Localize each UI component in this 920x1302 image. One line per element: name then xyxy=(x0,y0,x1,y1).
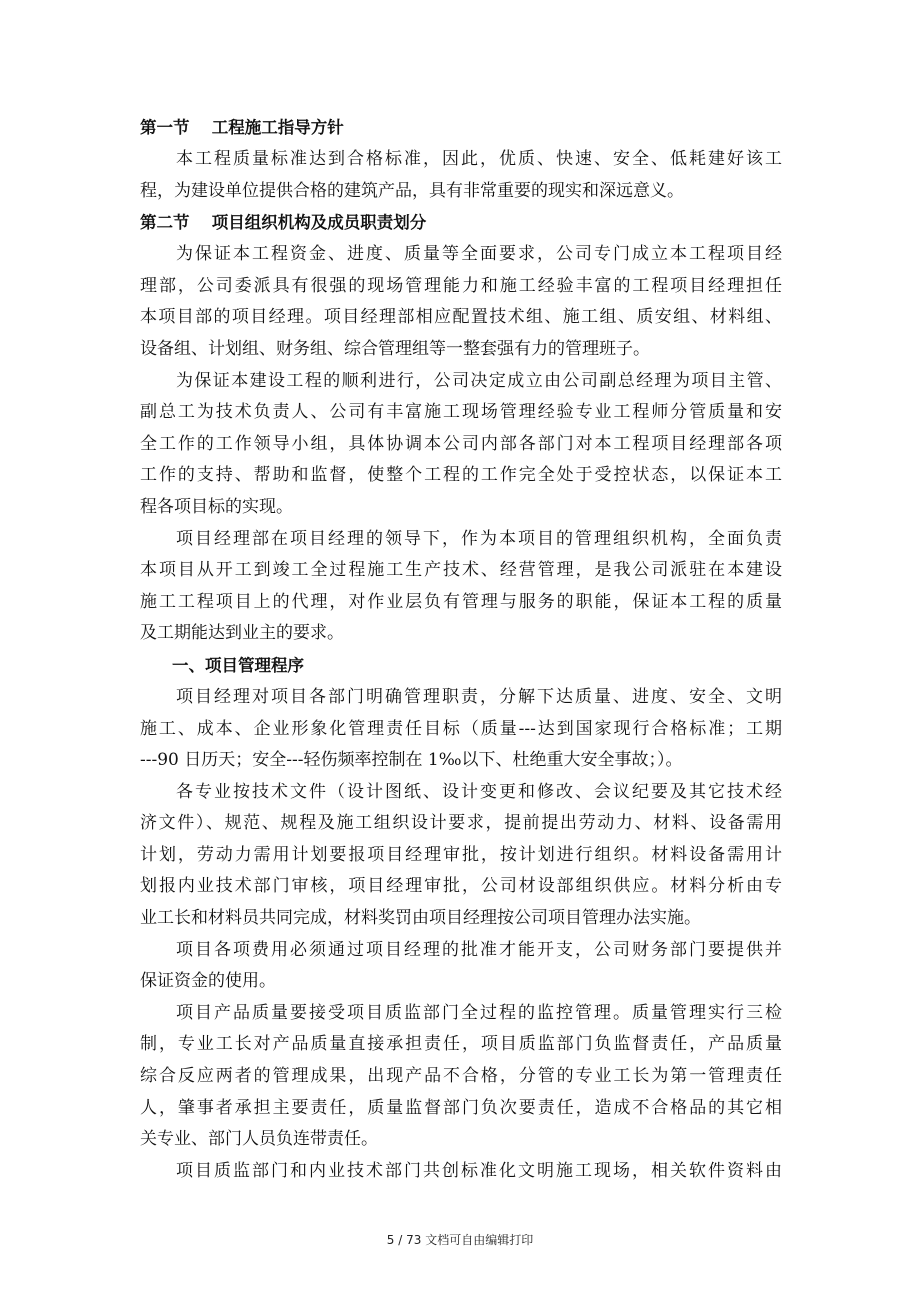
section-2-paragraph-1 xyxy=(140,239,782,365)
text-line: 施工工程项目上的代理，对作业层负有管理与服务的职能，保证本工程的质量 xyxy=(140,591,782,612)
text-line: 项目产品质量要接受项目质监部门全过程的监控管理。质量管理实行三检 xyxy=(176,1002,782,1023)
text-line: 为保证本建设工程的顺利进行，公司决定成立由公司副总经理为项目主管、 xyxy=(176,370,782,391)
section-1-title: 第一节 工程施工指导方针 xyxy=(140,118,344,137)
page-footer: 5 / 73 文档可自由编辑打印 xyxy=(386,1233,534,1247)
text-line: 全工作的工作领导小组，具体协调本公司内部各部门对本工程项目经理部各项 xyxy=(140,433,782,454)
subsection-1-title: 一、项目管理程序 xyxy=(172,655,304,675)
text-line: 设备组、计划组、财务组、综合管理组等一整套强有力的管理班子。 xyxy=(140,338,650,359)
text-line: 副总工为技术负责人、公司有丰富施工现场管理经验专业工程师分管质量和安 xyxy=(140,402,782,423)
section-1-paragraph-1 xyxy=(140,144,782,207)
text-line: 为保证本工程资金、进度、质量等全面要求，公司专门成立本工程项目经 xyxy=(176,244,782,265)
text-line: 各专业按技术文件（设计图纸、设计变更和修改、会议纪要及其它技术经 xyxy=(176,781,782,802)
text-line: 本项目从开工到竣工全过程施工生产技术、经营管理，是我公司派驻在本建设 xyxy=(140,560,782,581)
text-line: 本工程质量标准达到合格标准，因此，优质、快速、安全、低耗建好该工 xyxy=(176,149,782,169)
subsection-1-paragraph-1 xyxy=(140,682,782,777)
text-line: 及工期能达到业主的要求。 xyxy=(140,623,344,644)
document-page xyxy=(140,112,782,1187)
subsection-1-paragraph-2 xyxy=(140,777,782,935)
subsection-1-paragraph-4 xyxy=(140,998,782,1156)
text-line: 人，肇事者承担主要责任，质量监督部门负次要责任，造成不合格品的其它相 xyxy=(140,1097,782,1118)
subsection-1-paragraph-3 xyxy=(140,935,782,998)
text-line: 项目经理部在项目经理的领导下，作为本项目的管理组织机构，全面负责 xyxy=(176,528,782,549)
text-line: 程各项目标的实现。 xyxy=(140,496,293,517)
text-line: 划报内业技术部门审核，项目经理审批，公司材设部组织供应。材料分析由专 xyxy=(140,876,782,897)
text-line: 济文件）、规范、规程及施工组织设计要求，提前提出劳动力、材料、设备需用 xyxy=(140,813,782,834)
text-line: 程，为建设单位提供合格的建筑产品，具有非常重要的现实和深远意义。 xyxy=(140,180,684,201)
text-line: 施工、成本、企业形象化管理责任目标（质量---达到国家现行合格标准；工期 xyxy=(140,718,782,739)
text-line: 项目质监部门和内业技术部门共创标准化文明施工现场，相关软件资料由 xyxy=(176,1160,782,1181)
text-line: ---90 日历天；安全---轻伤频率控制在 1‰以下、杜绝重大安全事故；）。 xyxy=(140,750,683,771)
section-2-title: 第二节 项目组织机构及成员职责划分 xyxy=(140,213,427,233)
text-line: 综合反应两者的管理成果，出现产品不合格，分管的专业工长为第一管理责任 xyxy=(140,1066,782,1087)
text-line: 理部，公司委派具有很强的现场管理能力和施工经验丰富的工程项目经理担任 xyxy=(140,275,782,296)
text-line: 项目经理对项目各部门明确管理职责，分解下达质量、进度、安全、文明 xyxy=(176,686,782,707)
text-line: 保证资金的使用。 xyxy=(140,971,276,992)
text-line: 计划，劳动力需用计划要报项目经理审批，按计划进行组织。材料设备需用计 xyxy=(140,844,782,865)
section-2-paragraph-3 xyxy=(140,524,782,650)
text-line: 关专业、部门人员负连带责任。 xyxy=(140,1129,378,1150)
text-line: 制，专业工长对产品质量直接承担责任，项目质监部门负监督责任，产品质量 xyxy=(140,1034,782,1055)
section-2-paragraph-2 xyxy=(140,366,782,524)
text-line: 工作的支持、帮助和监督，使整个工程的工作完全处于受控状态，以保证本工 xyxy=(140,465,782,486)
text-line: 业工长和材料员共同完成，材料奖罚由项目经理按公司项目管理办法实施。 xyxy=(140,908,701,929)
text-line: 本项目部的项目经理。项目经理部相应配置技术组、施工组、质安组、材料组、 xyxy=(140,307,782,328)
text-line: 项目各项费用必须通过项目经理的批准才能开支，公司财务部门要提供并 xyxy=(176,939,782,960)
subsection-1-paragraph-5 xyxy=(140,1156,782,1188)
